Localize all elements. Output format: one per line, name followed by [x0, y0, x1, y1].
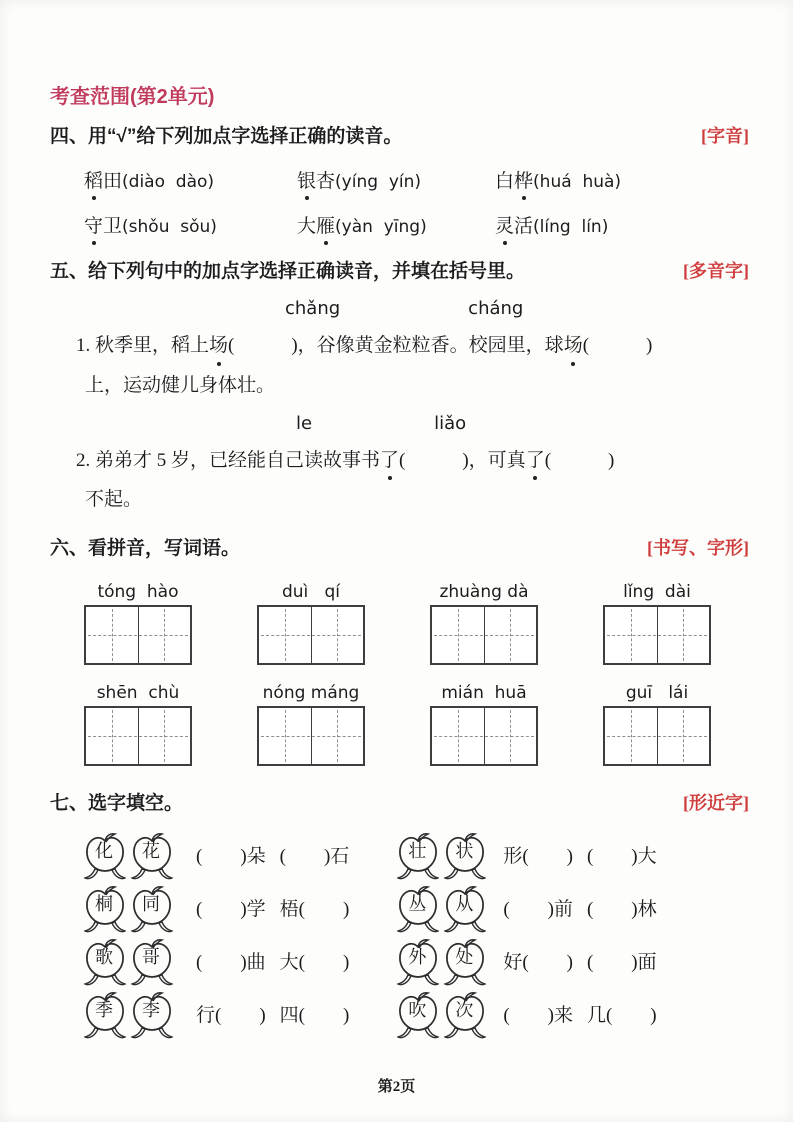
- option-chang3: chǎng: [285, 298, 341, 320]
- fill-blank: ( )来: [503, 1005, 573, 1027]
- writing-cell: [139, 708, 191, 764]
- word-item: 稻田(diào dào): [84, 166, 297, 193]
- peach-badge: [131, 990, 171, 1038]
- writing-cell: [485, 708, 537, 764]
- choice-character: 化: [95, 840, 113, 861]
- writing-cell: [432, 708, 485, 764]
- pronunciation-options-q1: [285, 298, 793, 319]
- sentence-q1-line2: 上，运动健儿身体壮。: [85, 375, 276, 397]
- section6-header: [50, 537, 749, 562]
- pinyin-label: tóng hào: [97, 581, 179, 602]
- writing-entry: [603, 582, 711, 665]
- writing-entry: [603, 683, 711, 766]
- writing-box: [257, 706, 365, 766]
- pinyin-options: (líng lín): [533, 216, 609, 237]
- fill-blank: 几( ): [586, 1005, 657, 1027]
- page-number: 第2页: [377, 1079, 416, 1095]
- character-pair: [397, 831, 485, 879]
- option-le: le: [296, 412, 313, 434]
- sentence-q2-line1: 2. 弟弟才 5 岁，已经能自己读故事书了( )，可真了( ): [76, 448, 749, 474]
- pinyin-label: duì qí: [281, 581, 340, 602]
- writing-entry: [430, 582, 538, 665]
- word-item: 银杏(yíng yín): [297, 166, 495, 193]
- writing-cell: [259, 607, 312, 663]
- pinyin-label: lǐng dài: [623, 581, 691, 602]
- choice-character: 丛: [408, 893, 427, 914]
- writing-entry: [84, 683, 192, 766]
- fill-blank: 大( ): [279, 952, 350, 974]
- word-item: 守卫(shǒu sǒu): [84, 211, 297, 238]
- writing-entry: [257, 582, 365, 665]
- character-pair: [84, 831, 172, 879]
- writing-cell: [139, 607, 191, 663]
- writing-box: [603, 706, 711, 766]
- writing-cell: [485, 607, 537, 663]
- pinyin-options: (huá huà): [533, 171, 622, 192]
- fill-blank: ( )朵: [196, 846, 266, 868]
- fill-blank: 行( ): [196, 1005, 266, 1027]
- fill-blank: ( )学: [196, 899, 266, 921]
- writing-entry: [257, 683, 365, 766]
- choice-character: 吹: [408, 999, 427, 1020]
- peach-badge: [444, 831, 484, 879]
- dotted-char: 雁: [316, 211, 335, 238]
- writing-cell: [605, 708, 658, 764]
- peach-badge: [131, 884, 171, 932]
- word-item: 白桦(huá huà): [495, 166, 793, 193]
- choice-character: 从: [455, 893, 474, 914]
- fill-blank: ( )大: [586, 846, 657, 868]
- section4-word-list: [84, 166, 793, 238]
- pinyin-label: zhuàng dà: [439, 581, 529, 602]
- section6-tag: [书写、字形]: [647, 537, 749, 558]
- fill-blank: 四( ): [279, 1005, 350, 1027]
- section4-tag: [字音]: [701, 126, 749, 146]
- pinyin-label: guī lái: [625, 682, 689, 703]
- choice-character: 壮: [408, 840, 427, 861]
- option-chang2: cháng: [468, 298, 524, 320]
- section7-header: [50, 792, 749, 817]
- fill-blank: ( )林: [586, 899, 657, 921]
- writing-box: [84, 605, 192, 665]
- dotted-char: 银: [297, 166, 316, 193]
- writing-cell: [259, 708, 312, 764]
- choice-character: 同: [142, 893, 160, 914]
- section7-title: 七、选字填空。: [50, 792, 184, 814]
- dotted-char: 了: [380, 448, 399, 474]
- section4-title: 四、用“√”给下列加点字选择正确的读音。: [50, 126, 403, 147]
- fill-blank: 梧( ): [279, 899, 350, 921]
- writing-cell: [312, 607, 364, 663]
- character-pair: [397, 937, 485, 985]
- pinyin-label: shēn chù: [96, 682, 180, 703]
- dotted-char: 稻: [84, 166, 103, 193]
- writing-cell: [605, 607, 658, 663]
- character-choice-row: [84, 881, 793, 934]
- word-item: 大雁(yàn yīng): [297, 211, 495, 238]
- writing-cell: [86, 607, 139, 663]
- character-pair: [84, 884, 172, 932]
- writing-box: [603, 605, 711, 665]
- pinyin-options: (shǒu sǒu): [122, 216, 217, 237]
- pinyin-writing-row: [84, 683, 793, 766]
- fill-blank: ( )面: [586, 952, 657, 974]
- section4-header: [50, 125, 749, 150]
- dotted-char: 桦: [514, 166, 533, 193]
- section5-title: 五、给下列句中的加点字选择正确读音，并填在括号里。: [50, 260, 526, 282]
- character-pair: [397, 990, 485, 1038]
- writing-cell: [432, 607, 485, 663]
- peach-badge: [131, 937, 171, 985]
- dotted-char: 场: [209, 333, 228, 359]
- writing-cell: [658, 607, 710, 663]
- peach-badge: [397, 937, 437, 985]
- fill-blank: ( )前: [503, 899, 573, 921]
- choice-character: 花: [142, 840, 160, 861]
- pinyin-label: nóng máng: [262, 682, 360, 703]
- pinyin-options: (yíng yín): [335, 171, 422, 192]
- choice-character: 桐: [95, 893, 113, 914]
- writing-box: [430, 605, 538, 665]
- peach-badge: [131, 831, 171, 879]
- peach-badge: [397, 884, 437, 932]
- choice-character: 季: [95, 999, 113, 1020]
- writing-box: [257, 605, 365, 665]
- peach-badge: [397, 990, 437, 1038]
- character-pair: [397, 884, 485, 932]
- choice-character: 状: [455, 840, 474, 861]
- section6-title: 六、看拼音，写词语。: [50, 537, 241, 559]
- peach-badge: [444, 990, 484, 1038]
- dotted-char: 守: [84, 211, 103, 238]
- sentence-q2-line2: 不起。: [85, 489, 143, 511]
- character-choice-row: [84, 828, 793, 881]
- section5-header: [50, 260, 749, 285]
- character-choice-row: [84, 934, 793, 987]
- peach-badge: [84, 937, 124, 985]
- writing-cell: [312, 708, 364, 764]
- writing-cell: [658, 708, 710, 764]
- peach-badge: [84, 884, 124, 932]
- character-pair: [84, 937, 172, 985]
- pinyin-options: (yàn yīng): [335, 216, 427, 237]
- dotted-char: 了: [526, 448, 545, 474]
- peach-badge: [397, 831, 437, 879]
- fill-blank: 好( ): [503, 952, 573, 974]
- writing-entry: [430, 683, 538, 766]
- choice-character: 李: [142, 999, 160, 1020]
- exam-scope-header: 考查范围(第2单元): [50, 86, 215, 108]
- writing-box: [84, 706, 192, 766]
- word-item: 灵活(líng lín): [495, 211, 793, 238]
- choice-character: 处: [455, 946, 474, 967]
- fill-blank: ( )石: [279, 846, 350, 868]
- option-liao: liǎo: [434, 412, 467, 434]
- fill-blank: ( )曲: [196, 952, 266, 974]
- writing-entry: [84, 582, 192, 665]
- sentence-q1-line1: 1. 秋季里，稻上场( )，谷像黄金粒粒香。校园里，球场( ): [76, 333, 749, 359]
- choice-character: 外: [408, 946, 427, 967]
- dotted-char: 场: [564, 333, 583, 359]
- peach-badge: [84, 990, 124, 1038]
- pinyin-options: (diào dào): [122, 171, 215, 192]
- writing-cell: [86, 708, 139, 764]
- choice-character: 歌: [95, 946, 113, 967]
- pronunciation-options-q2: [296, 413, 793, 434]
- peach-badge: [444, 937, 484, 985]
- section5-tag: [多音字]: [683, 260, 749, 281]
- pinyin-writing-row: [84, 582, 793, 665]
- peach-badge: [84, 831, 124, 879]
- character-choice-row: [84, 987, 793, 1040]
- choice-character: 次: [455, 999, 474, 1020]
- dotted-char: 灵: [495, 211, 514, 238]
- writing-box: [430, 706, 538, 766]
- character-pair: [84, 990, 172, 1038]
- fill-blank: 形( ): [503, 846, 573, 868]
- peach-badge: [444, 884, 484, 932]
- section7-tag: [形近字]: [683, 792, 749, 813]
- choice-character: 哥: [142, 946, 160, 967]
- pinyin-label: mián huā: [441, 682, 527, 703]
